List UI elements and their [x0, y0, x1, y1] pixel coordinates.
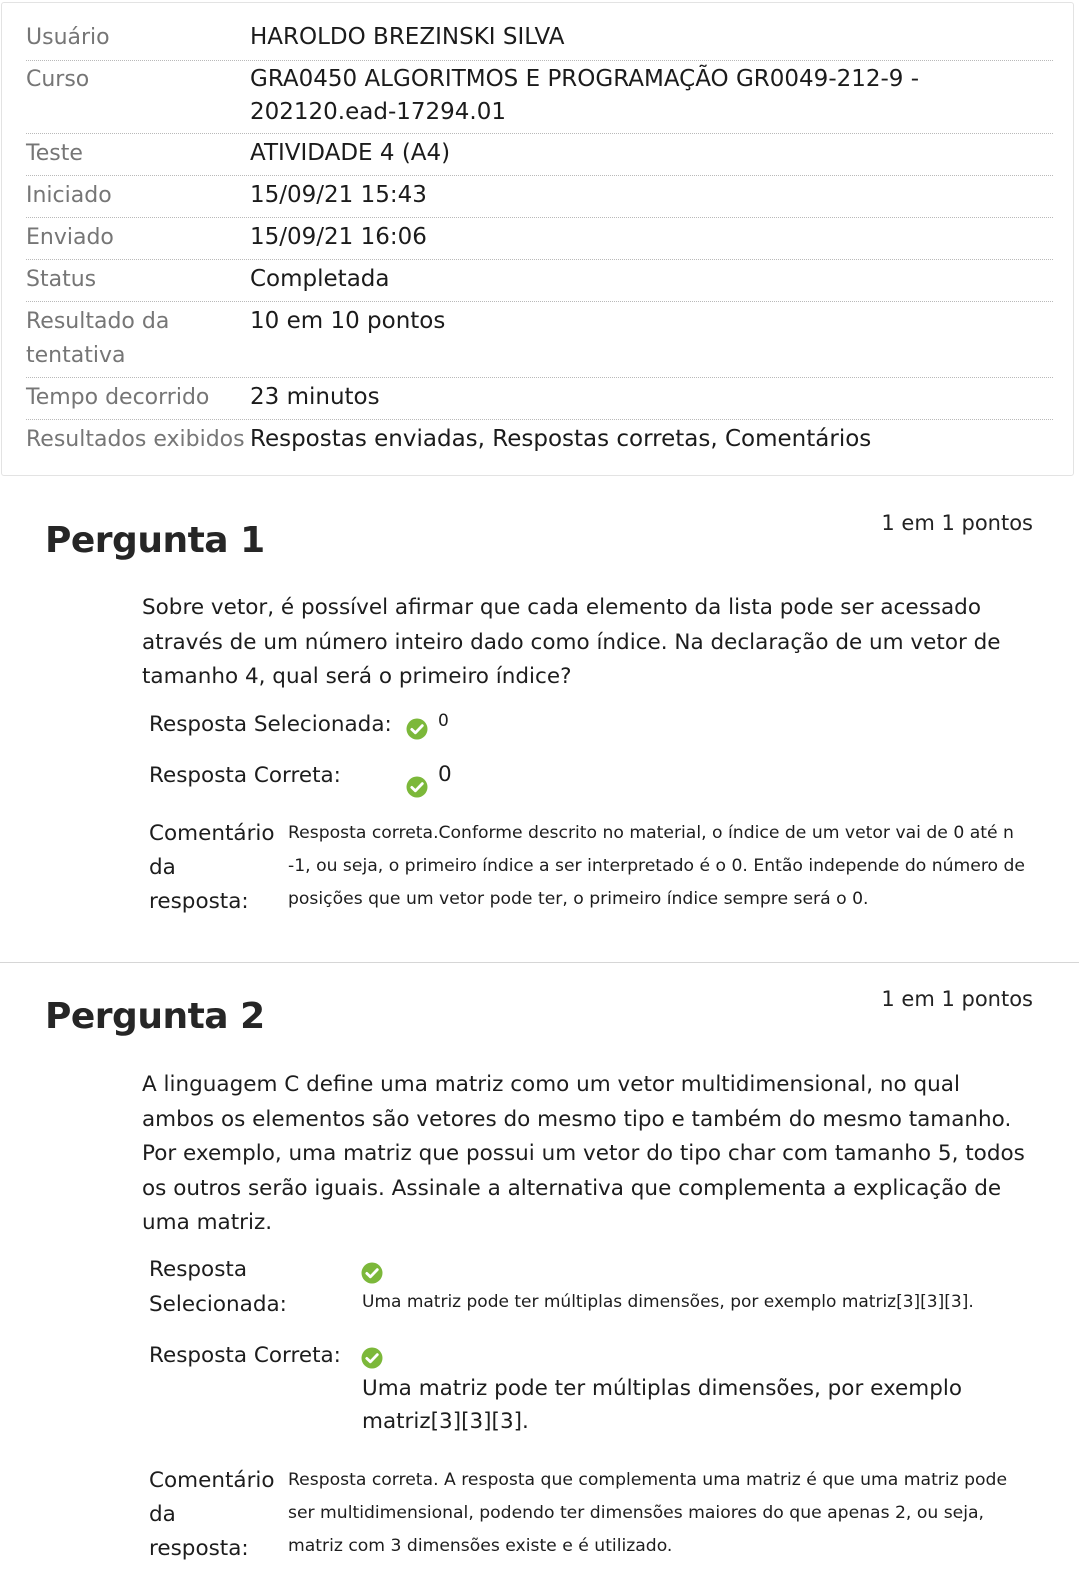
summary-value: 23 minutos [250, 384, 380, 410]
correct-answer-value: 0 [438, 762, 452, 787]
attempt-summary [1, 2, 1074, 476]
summary-row-course [26, 61, 1053, 134]
question-title: Pergunta 1 [45, 520, 265, 561]
summary-value: ATIVIDADE 4 (A4) [250, 140, 451, 166]
summary-value: GRA0450 ALGORITMOS E PROGRAMAÇÃO GR0049-212-9 - 202120.ead-17294.01 [250, 66, 920, 125]
summary-value: HAROLDO BREZINSKI SILVA [250, 24, 565, 50]
comment-text: Resposta correta.Conforme descrito no material, o índice de um vetor vai de 0 até n -1, ou seja, o primeiro índice a ser interpretado é o 0. Então independe do número de posições que um vetor pode ter, o primeiro índice sempre será o 0. [288, 823, 1025, 909]
summary-label: Curso [26, 67, 90, 92]
summary-row-results-shown [26, 420, 1053, 462]
summary-row-elapsed [26, 378, 1053, 420]
summary-row-test [26, 134, 1053, 176]
selected-answer-label: Resposta Selecionada: [149, 1257, 287, 1317]
selected-answer-label: Resposta Selecionada: [149, 712, 392, 737]
check-circle-icon [406, 718, 428, 740]
summary-label: Teste [26, 141, 83, 166]
check-circle-icon [406, 776, 428, 798]
comment-text: Resposta correta. A resposta que complementa uma matriz é que uma matriz pode ser multidimensional, podendo ter dimensões maiores do que apenas 2, ou seja, matriz com 3 dimensões existe e é utilizado. [288, 1470, 1008, 1556]
comment-label: Comentário da resposta: [149, 1468, 275, 1561]
summary-row-status [26, 260, 1053, 302]
selected-answer-value: Uma matriz pode ter múltiplas dimensões, por exemplo matriz[3][3][3]. [362, 1292, 974, 1312]
question-text: A linguagem C define uma matriz como um vetor multidimensional, no qual ambos os elementos são vetores do mesmo tipo e também do mesmo tamanho. Por exemplo, uma matriz que possui um vetor do tipo char com tamanho 5, todos os outros serão iguais. Assinale a alternativa que complementa a explicação de uma matriz. [142, 1072, 1025, 1235]
summary-value: Respostas enviadas, Respostas corretas, Comentários [250, 426, 872, 452]
summary-label: Tempo decorrido [26, 385, 210, 410]
summary-label: Status [26, 267, 97, 292]
correct-answer-label: Resposta Correta: [149, 1343, 341, 1368]
summary-label: Resultados exibidos [26, 427, 245, 452]
summary-label: Enviado [26, 225, 114, 250]
summary-row-user [26, 21, 1053, 61]
question-text: Sobre vetor, é possível afirmar que cada elemento da lista pode ser acessado através de um número inteiro dado como índice. Na declaração de um vetor de tamanho 4, qual será o primeiro índice? [142, 595, 1001, 689]
check-circle-icon [361, 1262, 383, 1284]
question-divider [0, 962, 1079, 963]
summary-label: Usuário [26, 25, 110, 50]
question-title: Pergunta 2 [45, 996, 265, 1037]
correct-answer-value: Uma matriz pode ter múltiplas dimensões, por exemplo matriz[3][3][3]. [362, 1376, 962, 1434]
summary-row-submitted [26, 218, 1053, 260]
summary-value: 15/09/21 15:43 [250, 182, 427, 208]
summary-value: 15/09/21 16:06 [250, 224, 427, 250]
check-circle-icon [361, 1347, 383, 1369]
summary-label: Iniciado [26, 183, 112, 208]
summary-row-result [26, 302, 1053, 378]
selected-answer-value: 0 [438, 711, 449, 731]
summary-value: Completada [250, 266, 390, 292]
comment-label: Comentário da resposta: [149, 821, 275, 914]
question-points: 1 em 1 pontos [881, 511, 1033, 535]
correct-answer-label: Resposta Correta: [149, 763, 341, 788]
summary-row-started [26, 176, 1053, 218]
summary-value: 10 em 10 pontos [250, 308, 446, 334]
question-points: 1 em 1 pontos [881, 987, 1033, 1011]
summary-label: Resultado da tentativa [26, 309, 170, 368]
